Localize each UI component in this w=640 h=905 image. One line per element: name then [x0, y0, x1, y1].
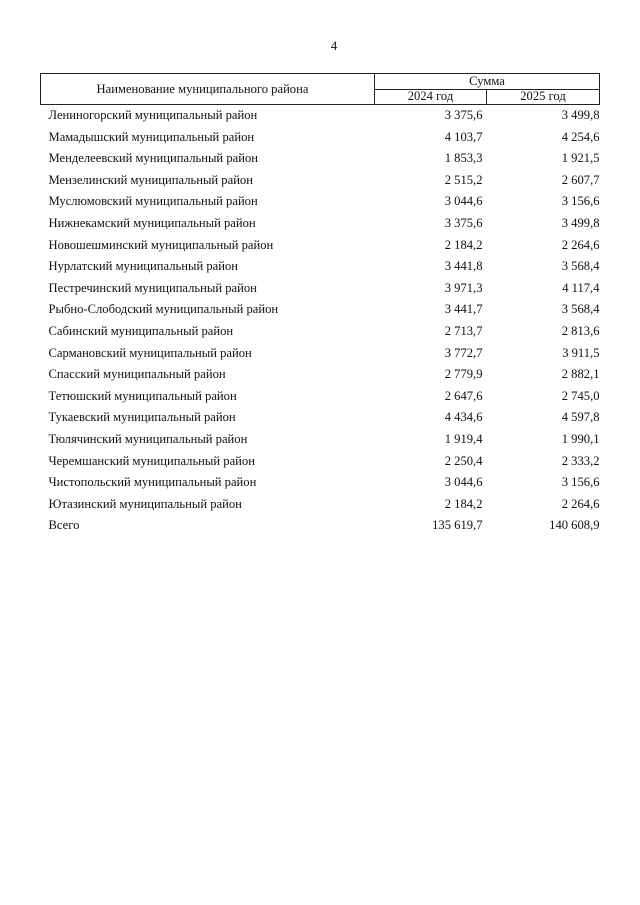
value-2024: 3 044,6: [444, 475, 483, 490]
column-header-name: Наименование муниципального района: [41, 74, 375, 105]
value-2024: 2 184,2: [444, 496, 483, 511]
table-row: [41, 148, 600, 170]
table-row: [41, 127, 600, 149]
column-header-2025: 2025 год: [487, 89, 600, 105]
district-name: Тетюшский муниципальный район: [48, 388, 237, 403]
district-name: Спасский муниципальный район: [48, 367, 226, 382]
value-2025: 3 911,5: [562, 345, 600, 360]
table-row: [41, 472, 600, 494]
value-2024: 1 919,4: [444, 431, 483, 446]
district-name: Нижнекамский муниципальный район: [48, 215, 256, 230]
column-header-2024: 2024 год: [375, 89, 487, 105]
district-name: Нурлатский муниципальный район: [48, 259, 239, 274]
value-2024: 2 647,6: [444, 388, 483, 403]
value-2025: 2 333,2: [561, 453, 600, 468]
value-2024: 2 515,2: [444, 172, 483, 187]
value-2024: 2 184,2: [444, 237, 483, 252]
value-2025: 2 745,0: [561, 388, 600, 403]
value-2024: 3 375,6: [444, 215, 483, 230]
district-name: Новошешминский муниципальный район: [48, 237, 274, 252]
table-body: [41, 105, 600, 537]
budget-table: [40, 73, 600, 537]
table-row: [41, 213, 600, 235]
table-row: [41, 191, 600, 213]
district-name: Муслюмовский муниципальный район: [48, 194, 258, 209]
value-2025: 3 499,8: [561, 215, 600, 230]
value-2025: 3 568,4: [561, 302, 600, 317]
value-2024: 3 441,7: [444, 302, 483, 317]
table-row: [41, 299, 600, 321]
value-2024: 2 713,7: [444, 323, 483, 338]
value-2024: 1 853,3: [444, 151, 483, 166]
district-name: Тукаевский муниципальный район: [48, 410, 236, 425]
value-2024: 3 971,3: [444, 280, 483, 295]
value-2025: 3 156,6: [561, 475, 600, 490]
table-row: [41, 170, 600, 192]
value-2025: 2 264,6: [561, 496, 600, 511]
table-row: [41, 321, 600, 343]
value-2024: 3 375,6: [444, 108, 483, 122]
table-row: [41, 256, 600, 278]
value-2025: 2 882,1: [561, 367, 600, 382]
value-2024: 2 779,9: [444, 367, 483, 382]
value-2025: 4 117,4: [562, 280, 600, 295]
value-2024: 3 441,8: [444, 259, 483, 274]
value-2025: 1 921,5: [561, 151, 600, 166]
value-2024: 4 434,6: [444, 410, 483, 425]
table-row: [41, 278, 600, 300]
district-name: Черемшанский муниципальный район: [48, 453, 255, 468]
district-name: Мамадышский муниципальный район: [48, 129, 255, 144]
district-name: Тюлячинский муниципальный район: [48, 431, 248, 446]
table-row: [41, 364, 600, 386]
value-2024: 2 250,4: [444, 453, 483, 468]
table-row: [41, 235, 600, 257]
district-name: Пестречинский муниципальный район: [48, 280, 257, 295]
table-row: [41, 386, 600, 408]
district-name: Рыбно-Слободский муниципальный район: [48, 302, 279, 317]
column-header-sum: Сумма: [375, 74, 600, 90]
table-row: [41, 343, 600, 365]
district-name: Сармановский муниципальный район: [48, 345, 252, 360]
value-2025: 4 254,6: [561, 129, 600, 144]
value-2025: 1 990,1: [561, 431, 600, 446]
table-row: [41, 451, 600, 473]
total-2024: 135 619,7: [432, 518, 483, 533]
total-2025: 140 608,9: [549, 518, 600, 533]
district-name: Чистопольский муниципальный район: [48, 475, 257, 490]
table-row: [41, 105, 600, 127]
value-2024: 3 772,7: [444, 345, 483, 360]
table-header: [41, 74, 600, 105]
value-2025: 3 156,6: [561, 194, 600, 209]
table-row: [41, 429, 600, 451]
district-name: Менделеевский муниципальный район: [48, 151, 258, 166]
value-2024: 3 044,6: [444, 194, 483, 209]
table-row: [41, 407, 600, 429]
total-row: [41, 515, 600, 537]
value-2025: 3 568,4: [561, 259, 600, 274]
value-2025: 2 264,6: [561, 237, 600, 252]
value-2025: 2 607,7: [561, 172, 600, 187]
table-row: [41, 494, 600, 516]
page-number: 4: [330, 38, 338, 53]
district-name: Сабинский муниципальный район: [48, 323, 234, 338]
value-2025: 2 813,6: [561, 323, 600, 338]
district-name: Лениногорский муниципальный район: [48, 108, 258, 122]
value-2025: 4 597,8: [561, 410, 600, 425]
district-name: Ютазинский муниципальный район: [48, 496, 242, 511]
value-2024: 4 103,7: [444, 129, 483, 144]
value-2025: 3 499,8: [561, 108, 600, 122]
district-name: Мензелинский муниципальный район: [48, 172, 253, 187]
total-label: Всего: [48, 518, 80, 533]
